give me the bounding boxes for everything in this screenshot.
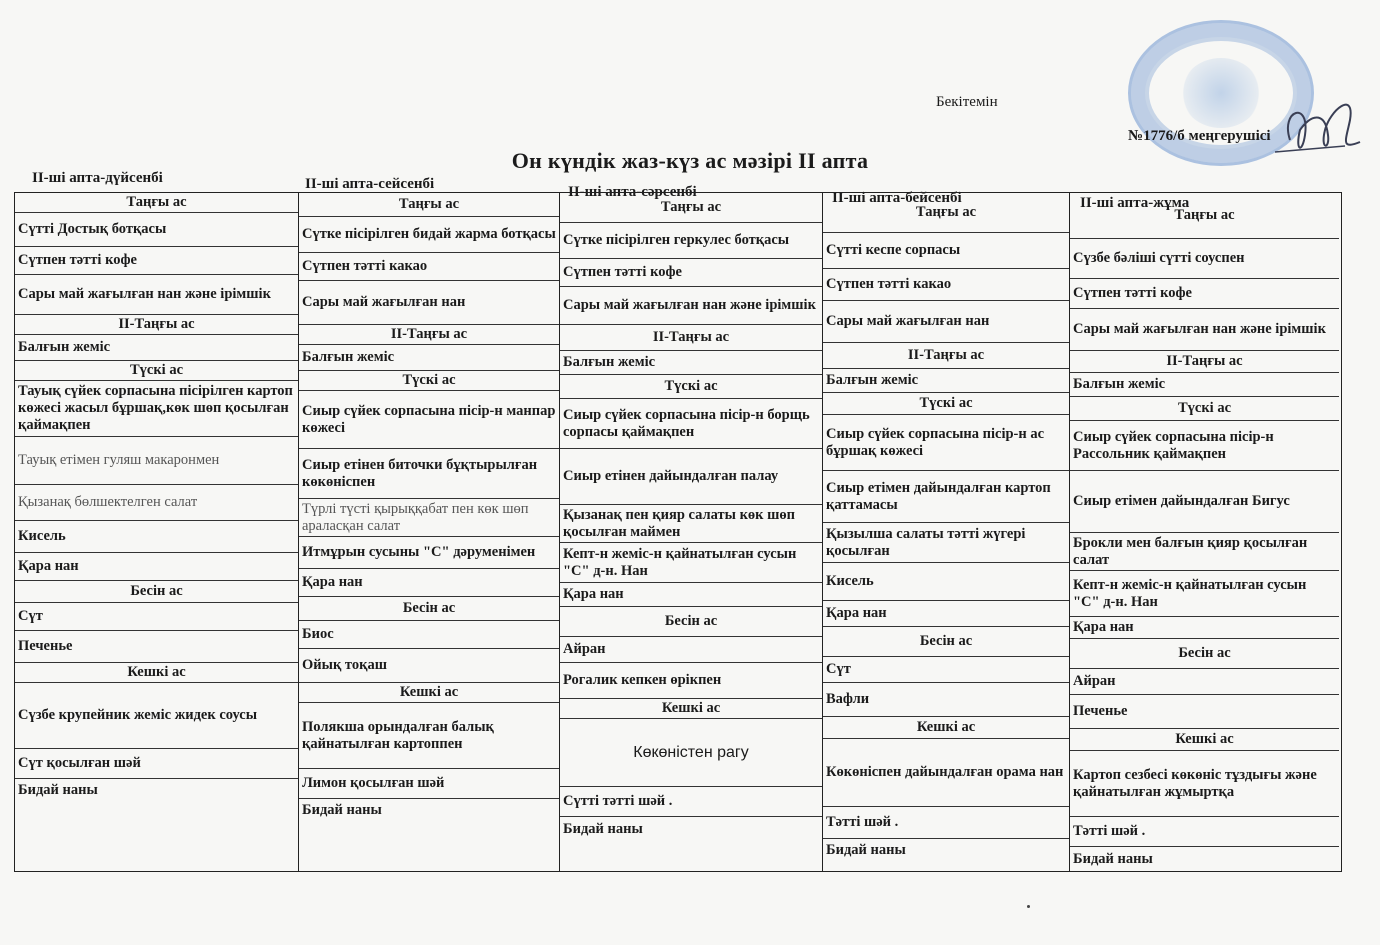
menu-item: Көкөністен рагу (560, 719, 822, 787)
menu-item: Балғын жеміс (823, 369, 1069, 393)
menu-item: Қара нан (823, 601, 1069, 627)
meal-header: Түскі ас (299, 371, 559, 391)
menu-item: Печенье (15, 631, 298, 663)
menu-item: Сиыр етінен биточки бұқтырылған көкөніспен (299, 449, 559, 499)
menu-item: Сүтті тәтті шәй . (560, 787, 822, 817)
menu-item: Сүтпен тәтті какао (299, 253, 559, 281)
menu-item: Сүт қосылған шәй (15, 749, 298, 779)
menu-item: Қара нан (1070, 617, 1339, 639)
menu-item: Сиыр сүйек сорпасына пісір-н борщь сорпасы қаймақпен (560, 399, 822, 449)
menu-item: Бидай наны (563, 820, 643, 837)
menu-item: Қара нан (560, 583, 822, 607)
meal-header: Бесін ас (15, 581, 298, 603)
menu-item: Сүзбе крупейник жеміс жидек соусы (15, 683, 298, 749)
day-column-tuesday (299, 193, 560, 871)
menu-item: Сиыр сүйек сорпасына пісір-н ас бұршақ көжесі (823, 415, 1069, 471)
meal-header: Таңғы ас (823, 193, 1069, 233)
menu-item: Бидай наны (1073, 850, 1153, 867)
day-caption-tuesday: II-ші апта-сейсенбі (305, 176, 435, 192)
menu-item: Айран (560, 637, 822, 663)
menu-item: Қызылша салаты тәтті жүгері қосылған (823, 523, 1069, 563)
menu-item: Сүт (823, 657, 1069, 683)
meal-header: Түскі ас (823, 393, 1069, 415)
meal-header: Түскі ас (1070, 397, 1339, 421)
meal-header: Бесін ас (823, 627, 1069, 657)
menu-item: Кепт-н жеміс-н қайнатылған сусын "С" д-н. Нан (560, 543, 822, 583)
meal-header: II-Таңғы ас (1070, 351, 1339, 373)
menu-item: Тауық етімен гуляш макаронмен (15, 437, 298, 485)
menu-item: Сүзбе бәліші сүтті соуспен (1070, 239, 1339, 279)
menu-item: Айран (1070, 669, 1339, 695)
menu-item: Балғын жеміс (1070, 373, 1339, 397)
menu-item: Бидай наны (302, 801, 382, 818)
menu-item: Түрлі түсті қырыққабат пен көк шөп араласқан салат (299, 499, 559, 537)
menu-item: Көкөніспен дайындалған орама нан (823, 739, 1069, 807)
menu-item: Қызанақ бөлшектелген салат (15, 485, 298, 521)
meal-header: II-Таңғы ас (823, 343, 1069, 369)
stamp-emblem (1181, 58, 1261, 128)
menu-item: Сүтті кеспе сорпасы (823, 233, 1069, 269)
menu-item: Сүтпен тәтті кофе (560, 259, 822, 287)
menu-item: Брокли мен балғын қияр қосылған салат (1070, 533, 1339, 571)
meal-header: Бесін ас (560, 607, 822, 637)
day-caption-wednesday: II-ші апта-сәрсенбі (568, 184, 697, 200)
menu-item: Балғын жеміс (560, 351, 822, 375)
menu-item: Сары май жағылған нан (299, 281, 559, 325)
meal-header: Кешкі ас (299, 683, 559, 703)
day-caption-monday: II-ші апта-дүйсенбі (32, 170, 163, 186)
meal-header: Бесін ас (1070, 639, 1339, 669)
menu-item: Итмұрын сусыны "С" дәруменімен (299, 537, 559, 569)
menu-item: Кисель (15, 521, 298, 553)
menu-item: Сиыр етімен дайындалған картоп қаттамасы (823, 471, 1069, 523)
menu-item: Сары май жағылған нан және ірімшік (560, 287, 822, 325)
meal-header: Таңғы ас (299, 193, 559, 217)
day-column-thursday (823, 193, 1070, 871)
menu-item: Балғын жеміс (299, 345, 559, 371)
menu-item: Қызанақ пен қияр салаты көк шөп қосылған маймен (560, 505, 822, 543)
menu-item: Сүтпен тәтті кофе (1070, 279, 1339, 309)
day-column-friday (1070, 193, 1339, 871)
menu-item: Қара нан (15, 553, 298, 581)
menu-item: Рогалик кепкен өрікпен (560, 663, 822, 699)
menu-item: Сиыр сүйек сорпасына пісір-н манпар көжесі (299, 391, 559, 449)
menu-item: Ойық тоқаш (299, 649, 559, 683)
menu-item: Печенье (1070, 695, 1339, 729)
menu-item: Кисель (823, 563, 1069, 601)
day-caption-friday: II-ші апта-жұма (1080, 195, 1190, 211)
menu-item: Сүтпен тәтті какао (823, 269, 1069, 301)
menu-item: Сүтті Достық ботқасы (15, 213, 298, 247)
menu-item: Кепт-н жеміс-н қайнатылған сусын "С" д-н. Нан (1070, 571, 1339, 617)
menu-item: Сүтке пісірілген геркулес ботқасы (560, 223, 822, 259)
menu-table (14, 192, 1342, 872)
manager-label: №1776/б меңгерушісі (1128, 128, 1271, 144)
menu-item: Сиыр етімен дайындалған Бигус (1070, 471, 1339, 533)
meal-header: II-Таңғы ас (299, 325, 559, 345)
meal-header: Таңғы ас (560, 193, 822, 223)
meal-header: II-Таңғы ас (15, 315, 298, 335)
menu-item: Картоп сезбесі көкөніс тұздығы және қайнатылған жұмыртқа (1070, 751, 1339, 817)
meal-header: Түскі ас (560, 375, 822, 399)
meal-header: Кешкі ас (1070, 729, 1339, 751)
menu-item: Полякша орындалған балық қайнатылған картоппен (299, 703, 559, 769)
menu-item: Тауық сүйек сорпасына пісірілген картоп көжесі жасыл бұршақ,көк шөп қосылған қаймақпен (15, 381, 298, 437)
menu-item: Вафли (823, 683, 1069, 717)
menu-item: Сүтке пісірілген бидай жарма ботқасы (299, 217, 559, 253)
menu-item: Сүт (15, 603, 298, 631)
menu-item: Сиыр сүйек сорпасына пісір-н Рассольник қаймақпен (1070, 421, 1339, 471)
meal-header: Таңғы ас (1070, 193, 1339, 239)
menu-item: Сары май жағылған нан (823, 301, 1069, 343)
menu-item: Тәтті шәй . (823, 807, 1069, 839)
day-column-monday (15, 193, 299, 871)
meal-header: Кешкі ас (560, 699, 822, 719)
meal-header: Бесін ас (299, 597, 559, 621)
menu-item: Сиыр етінен дайындалған палау (560, 449, 822, 505)
menu-item: Биос (299, 621, 559, 649)
meal-header: Таңғы ас (15, 193, 298, 213)
menu-item: Бидай наны (18, 781, 98, 798)
menu-item: Қара нан (299, 569, 559, 597)
page-title: Он күндік жаз-күз ас мәзірі II апта (511, 148, 869, 173)
meal-header: II-Таңғы ас (560, 325, 822, 351)
day-caption-thursday: II-ші апта-бейсенбі (832, 190, 962, 206)
meal-header: Кешкі ас (823, 717, 1069, 739)
meal-header: Кешкі ас (15, 663, 298, 683)
menu-item: Бидай наны (826, 841, 906, 858)
menu-item: Сары май жағылған нан және ірімшік (15, 275, 298, 315)
approve-label: Бекітемін (936, 94, 998, 110)
speck (1027, 905, 1030, 908)
menu-item: Балғын жеміс (15, 335, 298, 361)
menu-item: Тәтті шәй . (1070, 817, 1339, 847)
meal-header: Түскі ас (15, 361, 298, 381)
day-column-wednesday (560, 193, 823, 871)
menu-item: Лимон қосылған шәй (299, 769, 559, 799)
menu-item: Сары май жағылған нан және ірімшік (1070, 309, 1339, 351)
menu-item: Сүтпен тәтті кофе (15, 247, 298, 275)
